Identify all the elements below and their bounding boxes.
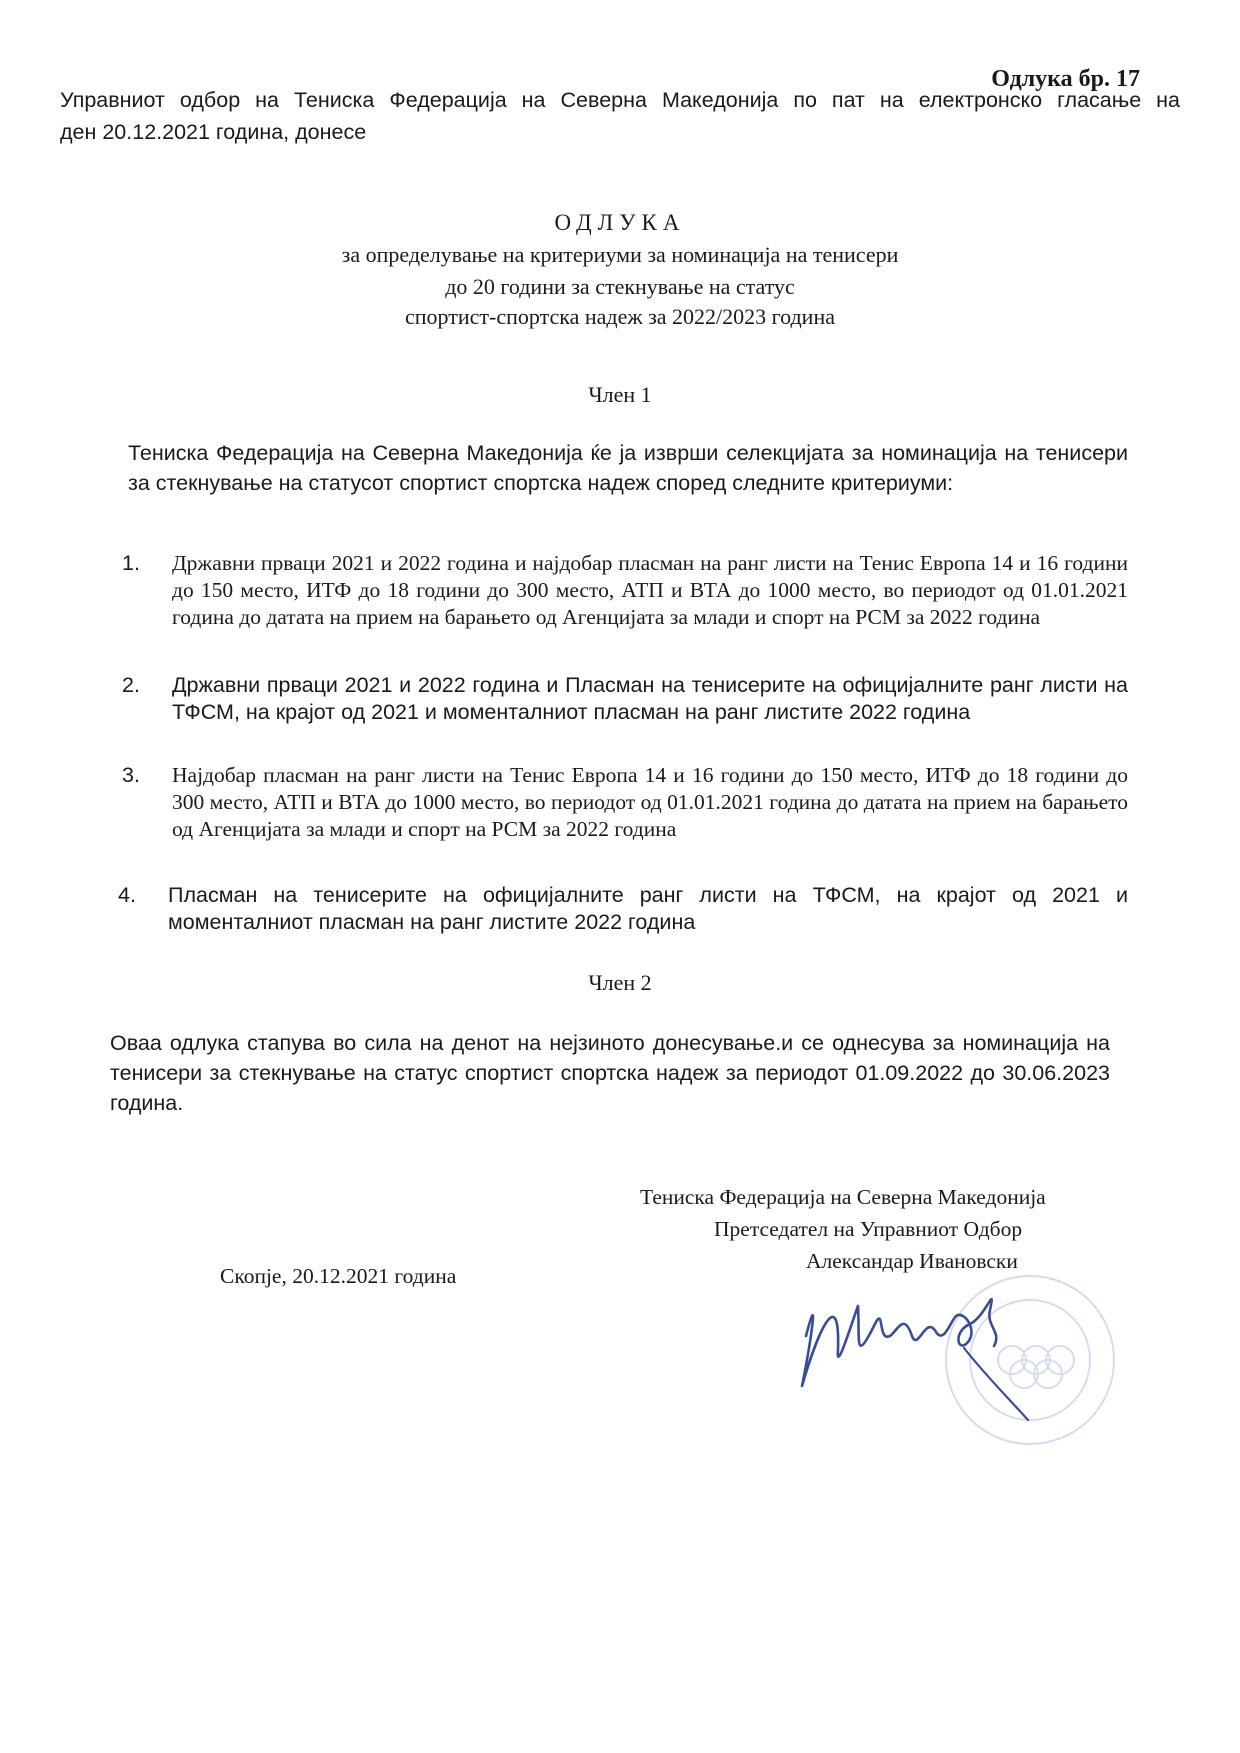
article-1-text: Тениска Федерација на Северна Македонија ќе ја изврши селекцијата за номинација на тенисери за стекнување на статусот спортист спортска надеж според следните критериуми: [128, 441, 1128, 495]
document-subtitle-line-3: спортист-спортска надеж за 2022/2023 година [405, 304, 835, 329]
criteria-item-2 [122, 672, 1128, 726]
article-2-text: Оваа одлука стапува во сила на денот на нејзиното донесување.и се однесува за номинација на тенисери за стекнување на статус спортист спортска надеж за периодот 01.09.2022 до 30.06.2023 година. [110, 1031, 1110, 1115]
stamp [946, 1276, 1114, 1444]
article-1-heading: Член 1 [588, 382, 652, 407]
decision-number: Одлука бр. 17 [991, 66, 1140, 92]
criteria-item-4 [118, 882, 1128, 936]
handwritten-signature [802, 1299, 996, 1386]
document-subtitle-line-1: за определување на критериуми за номинација на тенисери [341, 242, 899, 267]
signature-and-stamp [780, 1270, 1120, 1480]
criteria-item-number: 4. [118, 883, 136, 907]
criteria-item-1 [122, 550, 1128, 631]
signature-position: Претседател на Управниот Одбор [714, 1217, 1023, 1241]
criteria-item-text: Државни прваци 2021 и 2022 година и најдобар пласман на ранг листи на Тенис Европа 14 и 16 години до 150 место, ИТФ до 18 години до 300 место, АТП и ВТА до 1000 место, во периодот од 01.01.2021 година до датата на прием на барањето од Агенцијата за млади и спорт на РСМ за 2022 година [172, 551, 1128, 629]
signature-name: Александар Ивановски [806, 1249, 1018, 1273]
signature-organization: Тениска Федерација на Северна Македонија [640, 1185, 1046, 1209]
article-2-heading: Член 2 [588, 970, 652, 995]
intro-line-2: ден 20.12.2021 година, донесе [60, 120, 367, 144]
criteria-item-text: Пласман на тенисерите на официјалните ранг листи на ТФСМ, на крајот од 2021 и моменталниот пласман на ранг листите 2022 година [168, 883, 1128, 934]
document-title: ОДЛУКА [554, 210, 686, 235]
criteria-item-text: Најдобар пласман на ранг листи на Тенис Европа 14 и 16 години до 150 место, ИТФ до 18 години до 300 место, АТП и ВТА до 1000 место, во периодот од 01.01.2021 година до датата на прием на барањето од Агенцијата за млади и спорт на РСМ за 2022 година [172, 763, 1128, 841]
criteria-item-number: 1. [122, 551, 140, 575]
intro-line-1: Управниот одбор на Тениска Федерација на Северна Македонија по пат на електронско гласање на [60, 88, 1180, 112]
document-subtitle-line-2: до 20 години за стекнување на статус [445, 274, 795, 299]
criteria-item-number: 3. [122, 763, 140, 787]
criteria-item-text: Државни прваци 2021 и 2022 година и Пласман на тенисерите на официјалните ранг листи на ТФСМ, на крајот од 2021 и моменталниот пласман на ранг листите 2022 година [172, 673, 1128, 724]
place-and-date: Скопје, 20.12.2021 година [220, 1264, 457, 1288]
criteria-item-3 [122, 762, 1128, 843]
criteria-item-number: 2. [122, 673, 140, 697]
